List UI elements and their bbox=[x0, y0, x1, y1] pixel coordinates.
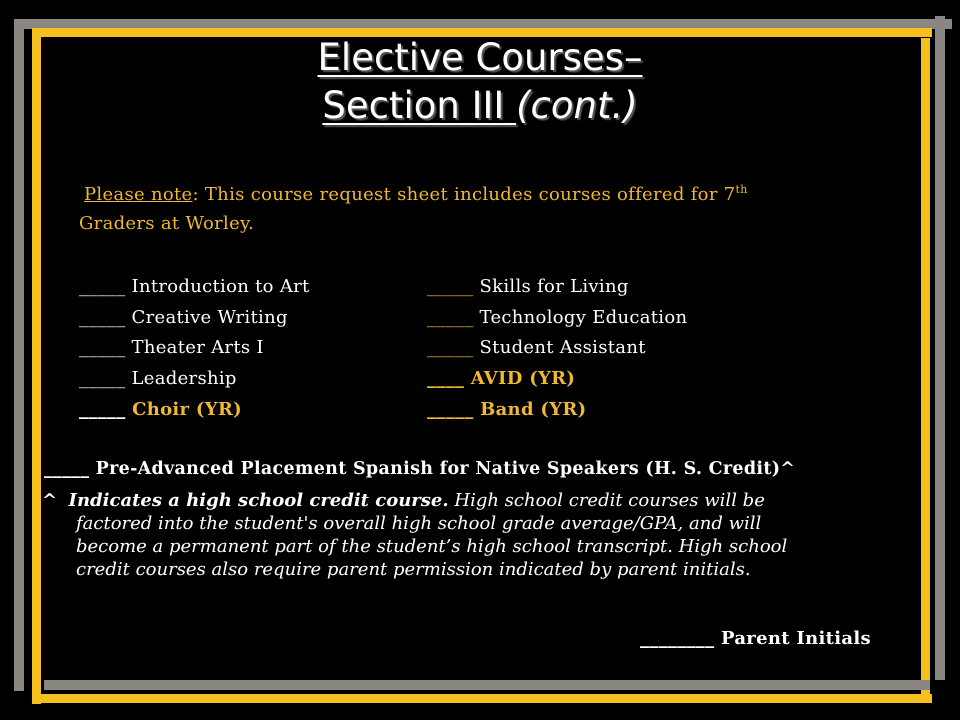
course-row bbox=[427, 337, 646, 358]
course-row bbox=[79, 368, 237, 389]
note-colon: : bbox=[192, 184, 205, 205]
course-blank[interactable]: _____ bbox=[79, 337, 126, 358]
course-name: Choir (YR) bbox=[132, 399, 242, 420]
course-blank[interactable]: _____ bbox=[427, 307, 474, 328]
course-blank[interactable]: ____ bbox=[427, 368, 465, 389]
course-blank[interactable]: _____ bbox=[427, 399, 474, 420]
footnote-bold: Indicates a high school credit course. bbox=[68, 490, 449, 511]
course-name: Technology Education bbox=[479, 307, 688, 328]
note-line-1 bbox=[84, 183, 748, 205]
course-name: AVID (YR) bbox=[470, 368, 576, 389]
course-blank[interactable]: _____ bbox=[79, 307, 126, 328]
note-line-2: Graders at Worley. bbox=[79, 213, 255, 234]
course-row bbox=[79, 337, 264, 358]
course-blank[interactable]: _____ bbox=[427, 337, 474, 358]
course-blank[interactable]: _____ bbox=[79, 399, 126, 420]
course-name: Creative Writing bbox=[131, 307, 288, 328]
course-name: Band (YR) bbox=[480, 399, 587, 420]
footnote-line1: High school credit courses will be bbox=[448, 490, 765, 511]
title-cont: (cont.) bbox=[516, 84, 638, 127]
initials-blank[interactable]: ________ bbox=[640, 628, 715, 649]
spanish-blank[interactable]: _____ bbox=[44, 459, 90, 479]
initials-label: Parent Initials bbox=[720, 628, 871, 649]
course-blank[interactable]: _____ bbox=[79, 276, 126, 297]
course-name: Theater Arts I bbox=[131, 337, 264, 358]
footnote-line2: factored into the student's overall high school grade average/GPA, and will bbox=[76, 513, 762, 534]
frame-gold-bar-bottom bbox=[32, 694, 932, 703]
course-row bbox=[427, 276, 629, 297]
footnote-line4: credit courses also require parent permission indicated by parent initials. bbox=[76, 559, 751, 580]
course-row bbox=[79, 399, 242, 420]
course-name: Skills for Living bbox=[479, 276, 629, 297]
page-title bbox=[0, 34, 960, 130]
note-sup: th bbox=[735, 183, 748, 196]
footnote-line3: become a permanent part of the student’s high school transcript. High school bbox=[76, 536, 788, 557]
title-line-2: Section III bbox=[322, 84, 517, 127]
course-row bbox=[427, 368, 575, 389]
note-label: Please note bbox=[84, 184, 193, 205]
title-line-1: Elective Courses– bbox=[317, 36, 643, 79]
frame-gold-bar-right bbox=[921, 38, 930, 696]
footnote bbox=[42, 489, 922, 581]
spanish-name: Pre-Advanced Placement Spanish for Native Speakers (H. S. Credit)^ bbox=[95, 459, 796, 479]
course-row bbox=[79, 307, 288, 328]
spanish-course bbox=[44, 459, 795, 479]
course-blank[interactable]: _____ bbox=[79, 368, 126, 389]
course-row bbox=[427, 399, 586, 420]
parent-initials bbox=[640, 628, 871, 649]
course-row bbox=[427, 307, 687, 328]
course-row bbox=[79, 276, 310, 297]
course-name: Leadership bbox=[131, 368, 237, 389]
footnote-marker: ^ bbox=[42, 490, 58, 511]
course-name: Student Assistant bbox=[479, 337, 646, 358]
note-text: This course request sheet includes courses offered for 7 bbox=[204, 184, 736, 205]
course-name: Introduction to Art bbox=[131, 276, 310, 297]
frame-gray-bar-bottom bbox=[44, 680, 930, 690]
course-blank[interactable]: _____ bbox=[427, 276, 474, 297]
